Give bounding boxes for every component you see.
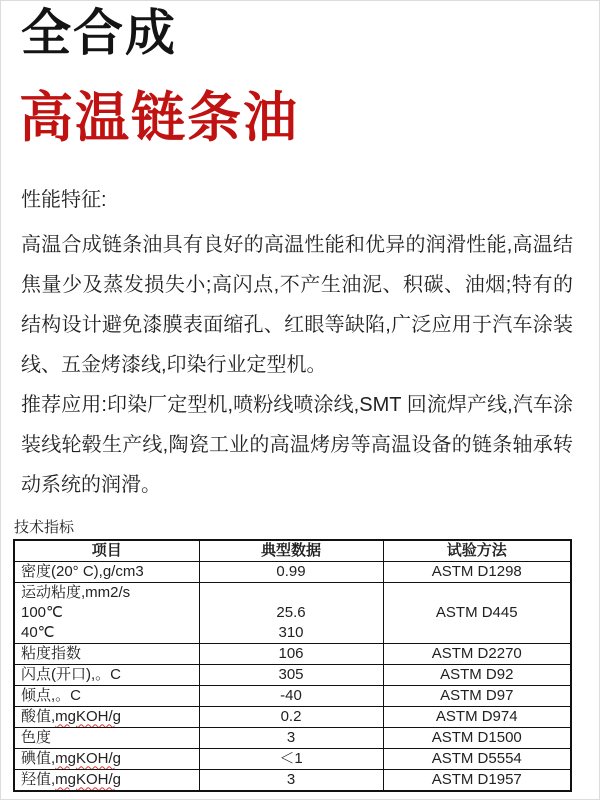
table-row-density	[14, 561, 571, 582]
specs-table	[13, 539, 572, 792]
performance-paragraph: 高温合成链条油具有良好的高温性能和优异的润滑性能,高温结焦量少及蒸发损失小;高闪点,不产生油泥、积碳、油烟;特有的结构设计避免漆膜表面缩孔、红眼等缺陷,广泛应用于汽车涂装线、五金烤漆线,印染行业定型机。	[21, 233, 573, 376]
column-header-item: 项目	[14, 540, 199, 562]
table-row-viscosity-index	[14, 643, 571, 664]
row-method: ASTM D1500	[383, 727, 571, 748]
table-row-iodine-value	[14, 748, 571, 769]
row-method: ASTM D445	[383, 582, 571, 643]
row-item-label: 碘值,mgKOH/g	[14, 748, 199, 769]
specs-header-row	[14, 540, 571, 562]
row-value: 0.99	[199, 561, 383, 582]
row-value: 25.6 310	[199, 582, 383, 643]
spellcheck-underlined-text: mgKOH/g	[55, 749, 122, 767]
table-row-acid-value	[14, 706, 571, 727]
row-item-label: 羟值,mgKOH/g	[14, 769, 199, 791]
row-value: 106	[199, 643, 383, 664]
row-item-label: 色度	[14, 727, 199, 748]
row-value: ＜1	[199, 748, 383, 769]
row-method: ASTM D1298	[383, 561, 571, 582]
table-row-pour-point	[14, 685, 571, 706]
row-method: ASTM D974	[383, 706, 571, 727]
table-row-hydroxyl-value	[14, 769, 571, 791]
row-method: ASTM D2270	[383, 643, 571, 664]
row-item-label: 闪点(开口),。C	[14, 664, 199, 685]
row-item-label: 运动粘度,mm2/s 100℃ 40℃	[14, 582, 199, 643]
row-value: -40	[199, 685, 383, 706]
table-row-color	[14, 727, 571, 748]
performance-heading: 性能特征:	[21, 188, 107, 211]
column-header-typical-data: 典型数据	[199, 540, 383, 562]
row-value: 3	[199, 727, 383, 748]
row-item-label: 酸值,mgKOH/g	[14, 706, 199, 727]
product-series-title: 全合成	[21, 5, 177, 61]
row-method: ASTM D97	[383, 685, 571, 706]
row-item-label: 倾点,。C	[14, 685, 199, 706]
row-item-label: 粘度指数	[14, 643, 199, 664]
table-row-viscosity	[14, 582, 571, 643]
row-value: 0.2	[199, 706, 383, 727]
row-item-label: 密度(20° C),g/cm3	[14, 561, 199, 582]
row-value: 3	[199, 769, 383, 791]
table-row-flash-point	[14, 664, 571, 685]
spellcheck-underlined-text: mgKOH/g	[55, 770, 122, 788]
spellcheck-underlined-text: mgKOH/g	[55, 707, 122, 725]
row-value: 305	[199, 664, 383, 685]
column-header-test-method: 试验方法	[383, 540, 571, 562]
row-method: ASTM D92	[383, 664, 571, 685]
row-method: ASTM D5554	[383, 748, 571, 769]
row-method: ASTM D1957	[383, 769, 571, 791]
product-name-title: 高温链条油	[19, 87, 299, 148]
applications-paragraph: 推荐应用:印染厂定型机,喷粉线喷涂线,SMT 回流焊产线,汽车涂装线轮毂生产线,陶瓷工业的高温烤房等高温设备的链条轴承转动系统的润滑。	[21, 393, 573, 496]
specs-heading: 技术指标	[14, 518, 75, 536]
